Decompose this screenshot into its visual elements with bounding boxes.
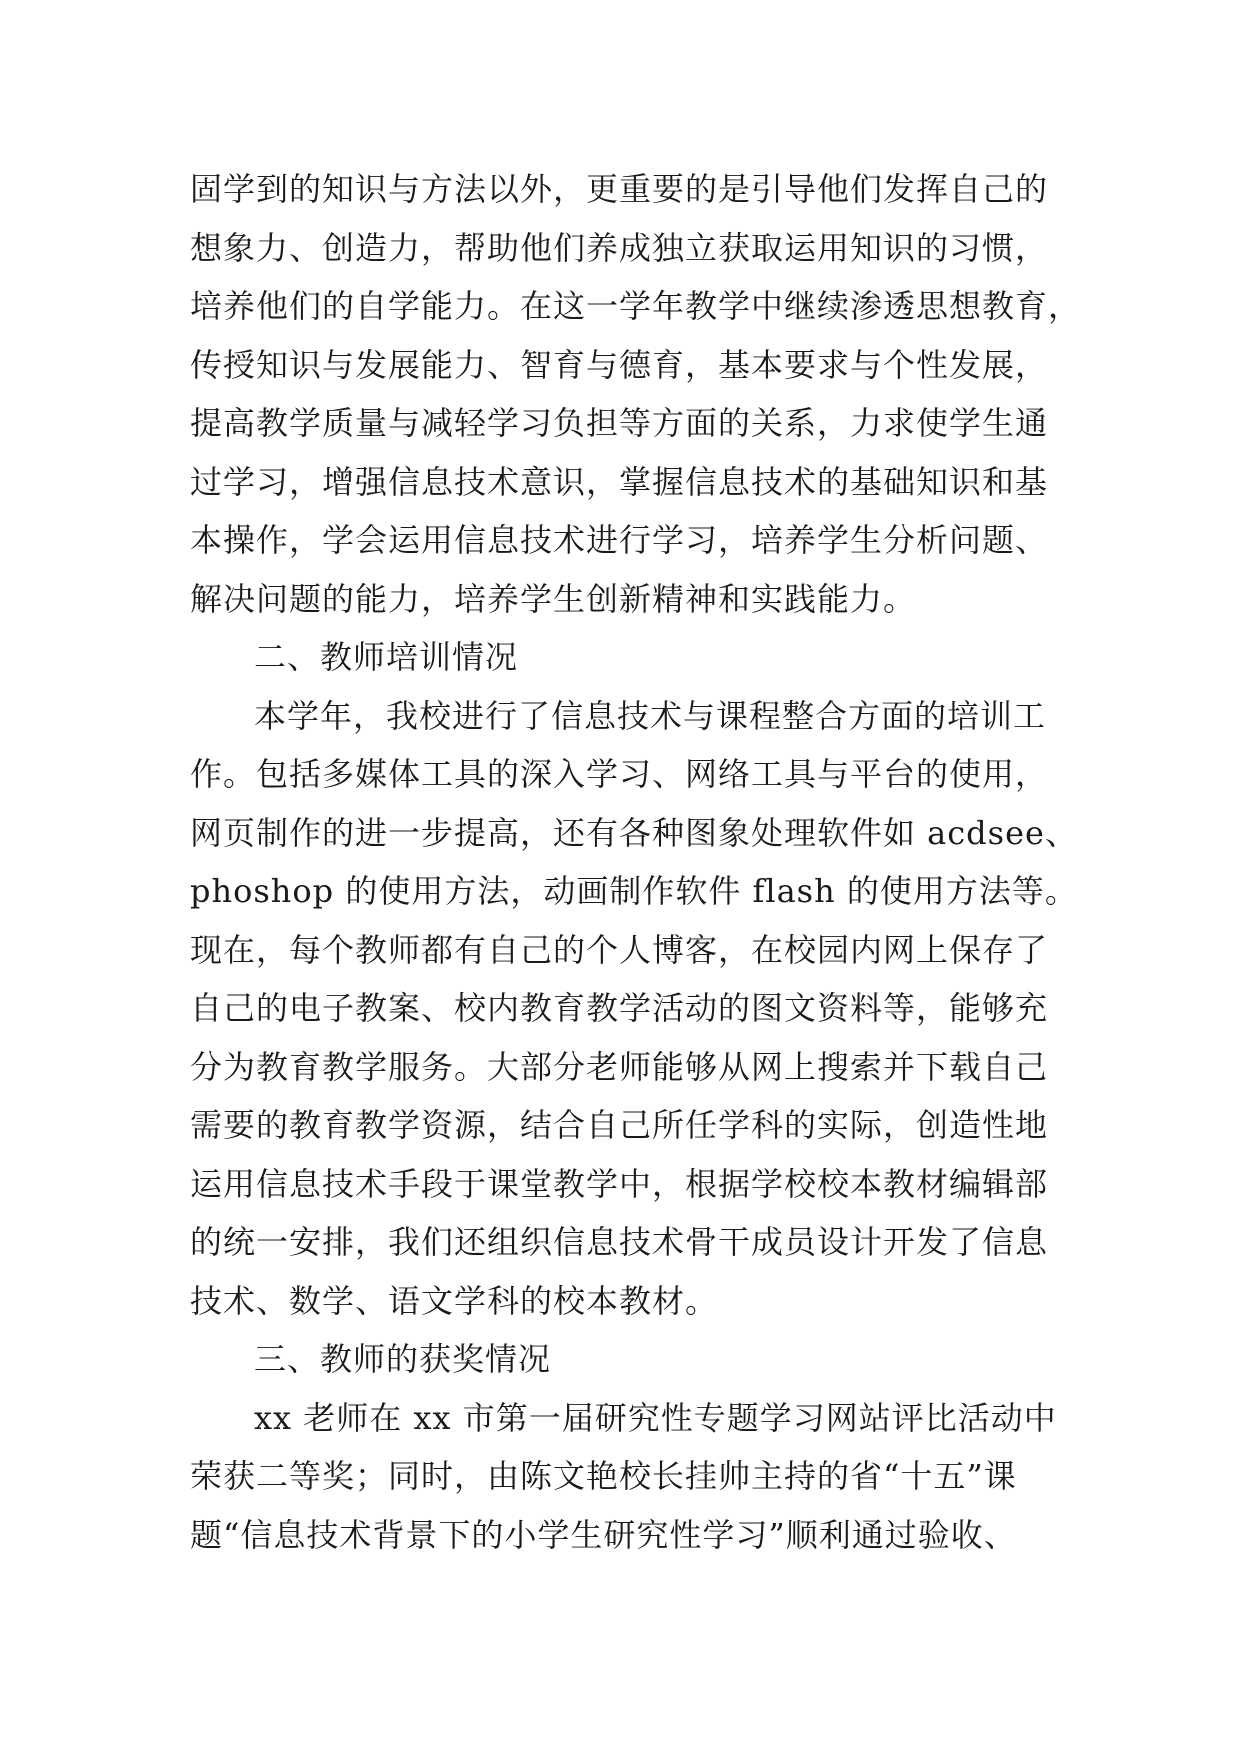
text-line: 固学到的知识与方法以外，更重要的是引导他们发挥自己的 xyxy=(190,170,1049,208)
text-line: 的统一安排，我们还组织信息技术骨干成员设计开发了信息 xyxy=(190,1223,1049,1261)
text-line: 题“信息技术背景下的小学生研究性学习”顺利通过验收、 xyxy=(190,1515,1017,1554)
text-line: 本学年，我校进行了信息技术与课程整合方面的培训工 xyxy=(254,696,1047,735)
text-line: 技术、数学、语文学科的校本教材。 xyxy=(190,1281,719,1320)
text-line: 解决问题的能力，培养学生创新精神和实践能力。 xyxy=(190,579,917,618)
text-line: 荣获二等奖；同时，由陈文艳校长挂帅主持的省“十五”课 xyxy=(190,1457,1017,1495)
text-line: 提高教学质量与减轻学习负担等方面的关系，力求使学生通 xyxy=(190,404,1049,442)
text-line: phoshop 的使用方法，动画制作软件 flash 的使用方法等。 xyxy=(190,872,1078,910)
text-line: 培养他们的自学能力。在这一学年教学中继续渗透思想教育， xyxy=(190,287,1082,325)
text-line: 想象力、创造力，帮助他们养成独立获取运用知识的习惯， xyxy=(190,228,1049,267)
text-line: 运用信息技术手段于课堂教学中，根据学校校本教材编辑部 xyxy=(190,1164,1049,1203)
document-body xyxy=(190,160,1090,1564)
text-line: 网页制作的进一步提高，还有各种图象处理软件如 acdsee、 xyxy=(190,813,1078,852)
text-line: 自己的电子教案、校内教育教学活动的图文资料等，能够充 xyxy=(190,989,1049,1027)
text-line: 需要的教育教学资源，结合自己所任学科的实际，创造性地 xyxy=(190,1106,1049,1144)
text-line: 本操作，学会运用信息技术进行学习，培养学生分析问题、 xyxy=(190,521,1049,559)
text-line: 分为教育教学服务。大部分老师能够从网上搜索并下载自己 xyxy=(190,1047,1049,1086)
text-line: 传授知识与发展能力、智育与德育，基本要求与个性发展， xyxy=(190,345,1049,384)
text-line: 二、教师培训情况 xyxy=(254,638,519,676)
text-line: xx 老师在 xx 市第一届研究性专题学习网站评比活动中 xyxy=(254,1398,1057,1437)
text-line: 现在，每个教师都有自己的个人博客，在校园内网上保存了 xyxy=(190,930,1049,969)
text-line: 三、教师的获奖情况 xyxy=(254,1340,552,1378)
text-line: 作。包括多媒体工具的深入学习、网络工具与平台的使用， xyxy=(190,755,1049,793)
text-line: 过学习，增强信息技术意识，掌握信息技术的基础知识和基 xyxy=(190,462,1049,501)
